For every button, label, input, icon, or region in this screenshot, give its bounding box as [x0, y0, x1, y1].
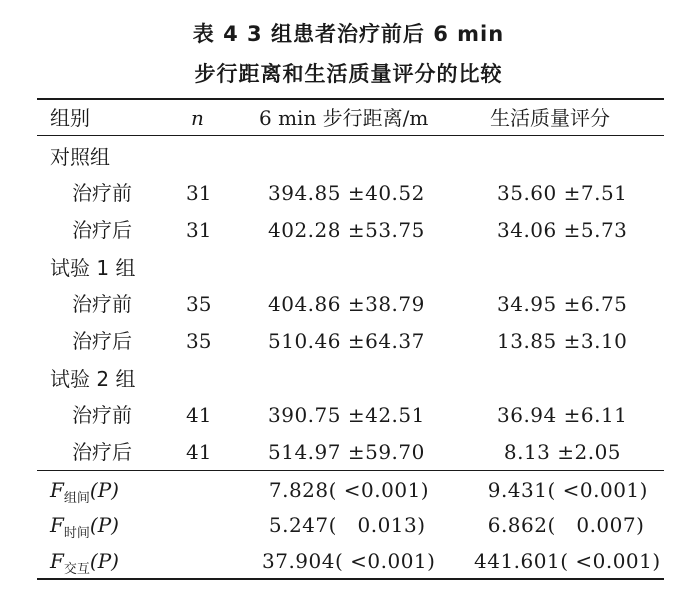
table-title-line1: 表 4 3 组患者治疗前后 6 min: [192, 22, 505, 46]
row-walk: 402.28 ±53.75: [268, 218, 425, 242]
row-n: 31: [186, 181, 212, 205]
stat-label: [50, 549, 119, 577]
row-qol: 34.06 ±5.73: [497, 218, 628, 242]
row-qol: 36.94 ±6.11: [497, 403, 628, 427]
top-rule: [37, 98, 664, 100]
row-walk: 394.85 ±40.52: [268, 181, 425, 205]
stats-rule: [37, 470, 664, 471]
header-group: 组别: [50, 106, 90, 130]
stat-symbol: F: [50, 513, 64, 537]
row-label: 治疗后: [72, 440, 132, 464]
row-label: 治疗后: [72, 218, 132, 242]
row-label: 治疗后: [72, 329, 132, 353]
stat-p: (P): [89, 513, 119, 537]
bottom-rule: [37, 578, 664, 580]
stat-walk: 37.904( <0.001): [262, 549, 436, 573]
row-qol: 35.60 ±7.51: [497, 181, 628, 205]
header-rule: [37, 135, 664, 136]
row-n: 41: [186, 440, 212, 464]
stat-symbol: F: [50, 478, 64, 502]
stat-label: [50, 513, 119, 541]
stat-p: (P): [89, 549, 119, 573]
group-name: 试验 2 组: [50, 367, 136, 391]
stat-qol: 9.431( <0.001): [474, 478, 648, 502]
row-n: 31: [186, 218, 212, 242]
stat-walk: 5.247( 0.013): [262, 513, 426, 537]
row-walk: 404.86 ±38.79: [268, 292, 425, 316]
row-walk: 390.75 ±42.51: [268, 403, 425, 427]
group-name: 试验 1 组: [50, 256, 136, 280]
stat-label: [50, 478, 119, 506]
stat-p: (P): [89, 478, 119, 502]
row-label: 治疗前: [72, 403, 132, 427]
header-walk-distance: 6 min 步行距离/m: [259, 106, 429, 130]
stat-symbol: F: [50, 549, 64, 573]
header-quality-of-life: 生活质量评分: [490, 106, 610, 130]
row-walk: 514.97 ±59.70: [268, 440, 425, 464]
row-n: 35: [186, 329, 212, 353]
stat-qol: 6.862( 0.007): [474, 513, 645, 537]
stat-subscript: 时间: [63, 526, 90, 541]
row-qol: 34.95 ±6.75: [497, 292, 628, 316]
row-n: 35: [186, 292, 212, 316]
row-walk: 510.46 ±64.37: [268, 329, 425, 353]
row-label: 治疗前: [72, 292, 132, 316]
header-n: n: [191, 106, 204, 130]
row-n: 41: [186, 403, 212, 427]
row-label: 治疗前: [72, 181, 132, 205]
stat-subscript: 组间: [63, 491, 90, 506]
table-title-line2: 步行距离和生活质量评分的比较: [194, 62, 503, 86]
stat-qol: 441.601( <0.001): [474, 549, 661, 573]
row-qol: 8.13 ±2.05: [497, 440, 622, 464]
row-qol: 13.85 ±3.10: [497, 329, 628, 353]
group-name: 对照组: [50, 145, 110, 169]
stat-walk: 7.828( <0.001): [262, 478, 430, 502]
stat-subscript: 交互: [63, 562, 90, 577]
